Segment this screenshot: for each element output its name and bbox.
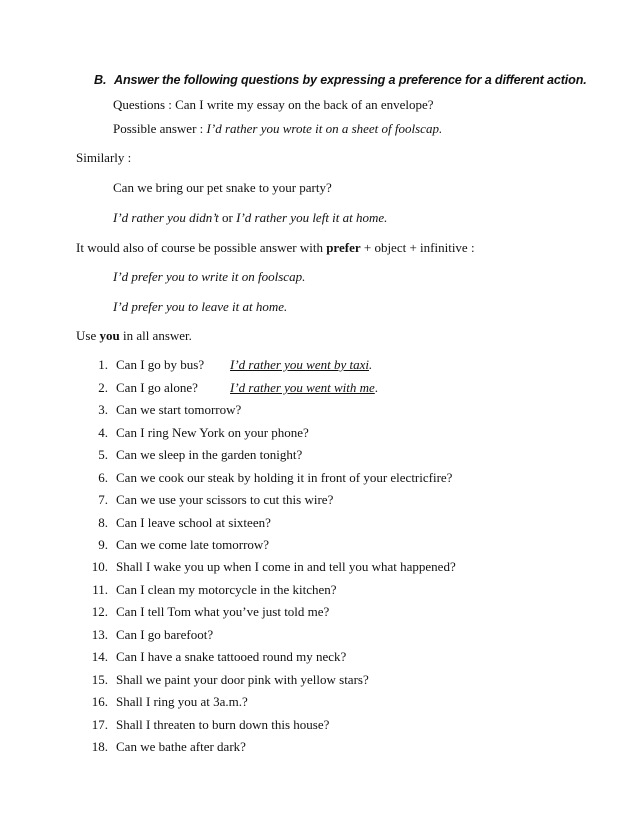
list-item	[86, 672, 369, 688]
item-number: 6.	[98, 470, 108, 485]
list-item	[86, 627, 213, 643]
item-question: Can we sleep in the garden tonight?	[116, 447, 303, 462]
item-question: Shall I wake you up when I come in and tell you what happened?	[116, 559, 456, 574]
use-you-keyword: you	[99, 328, 120, 343]
item-number: 8.	[98, 515, 108, 530]
list-item	[86, 559, 456, 575]
list-item	[86, 492, 333, 508]
similar-answer-part2: I’d rather you left it at home.	[236, 210, 388, 225]
section-number: B.	[94, 73, 107, 87]
item-number: 1.	[98, 357, 108, 372]
example-answer-label: Possible answer	[113, 121, 197, 136]
item-answer: I’d rather you went by taxi	[230, 357, 369, 372]
item-number: 10.	[91, 559, 108, 574]
item-number: 15.	[91, 672, 108, 687]
item-number: 5.	[98, 447, 108, 462]
list-item	[86, 739, 246, 755]
example-answer	[113, 121, 442, 137]
similar-question: Can we bring our pet snake to your party?	[113, 180, 332, 195]
use-you-instruction	[76, 328, 192, 344]
item-question: Shall I ring you at 3a.m.?	[116, 694, 248, 709]
prefer-note-before: It would also of course be possible answer with	[76, 240, 323, 255]
item-answer: I’d rather you went with me	[230, 380, 375, 395]
use-you-after: in all answer.	[122, 328, 192, 343]
list-item	[86, 604, 329, 620]
list-item	[86, 380, 378, 396]
use-you-before: Use	[76, 328, 97, 343]
list-item	[86, 717, 329, 733]
item-question: Can we start tomorrow?	[116, 402, 242, 417]
item-number: 7.	[98, 492, 108, 507]
item-question: Shall I threaten to burn down this house?	[116, 717, 330, 732]
list-item	[86, 537, 269, 553]
item-question: Can I leave school at sixteen?	[116, 515, 271, 530]
item-question: Can I have a snake tattooed round my neck?	[116, 649, 347, 664]
prefer-note-keyword: prefer	[326, 240, 361, 255]
prefer-note	[76, 240, 475, 256]
item-number: 18.	[91, 739, 108, 754]
item-number: 2.	[98, 380, 108, 395]
item-number: 12.	[91, 604, 108, 619]
example-question-label: Questions	[113, 97, 165, 112]
item-question: Can I tell Tom what you’ve just told me?	[116, 604, 330, 619]
item-answer-end: .	[369, 357, 373, 372]
list-item	[86, 582, 337, 598]
item-number: 17.	[91, 717, 108, 732]
similar-answer-or: or	[222, 210, 233, 225]
item-number: 9.	[98, 537, 108, 552]
list-item	[86, 649, 346, 665]
list-item	[86, 402, 241, 418]
list-item	[86, 694, 248, 710]
item-number: 14.	[91, 649, 108, 664]
prefer-note-after: + object + infinitive :	[363, 240, 475, 255]
example-question	[113, 97, 434, 113]
item-question: Can I ring New York on your phone?	[116, 425, 309, 440]
item-question: Can I go barefoot?	[116, 627, 214, 642]
item-question: Can I clean my motorcycle in the kitchen?	[116, 582, 337, 597]
item-question: Can we come late tomorrow?	[116, 537, 270, 552]
item-answer-end: .	[374, 380, 379, 395]
list-item	[86, 515, 271, 531]
similar-answer-part1: I’d rather you didn’t	[113, 210, 219, 225]
prefer-example-1: I’d prefer you to write it on foolscap.	[113, 269, 306, 284]
item-question: Can I go alone?	[116, 380, 198, 395]
example-question-text: : Can I write my essay on the back of an envelope?	[168, 97, 434, 112]
item-number: 3.	[98, 402, 108, 417]
item-number: 16.	[91, 694, 108, 709]
item-number: 13.	[91, 627, 108, 642]
section-title: Answer the following questions by expressing a preference for a different action.	[114, 73, 587, 87]
list-item	[86, 357, 372, 373]
item-number: 11.	[92, 582, 108, 597]
list-item	[86, 425, 309, 441]
similarly-label: Similarly :	[76, 150, 132, 165]
prefer-example-2: I’d prefer you to leave it at home.	[113, 299, 288, 314]
item-question: Can we cook our steak by holding it in front of your electricfire?	[116, 470, 453, 485]
item-question: Shall we paint your door pink with yellow stars?	[116, 672, 369, 687]
item-question: Can we use your scissors to cut this wire?	[116, 492, 334, 507]
item-number: 4.	[98, 425, 108, 440]
example-answer-text: I’d rather you wrote it on a sheet of foolscap.	[206, 121, 443, 136]
section-heading	[94, 72, 587, 88]
similar-answer	[113, 210, 387, 226]
example-answer-colon: :	[199, 121, 204, 136]
item-question: Can we bathe after dark?	[116, 739, 246, 754]
list-item	[86, 470, 452, 486]
item-question: Can I go by bus?	[116, 357, 205, 372]
list-item	[86, 447, 302, 463]
